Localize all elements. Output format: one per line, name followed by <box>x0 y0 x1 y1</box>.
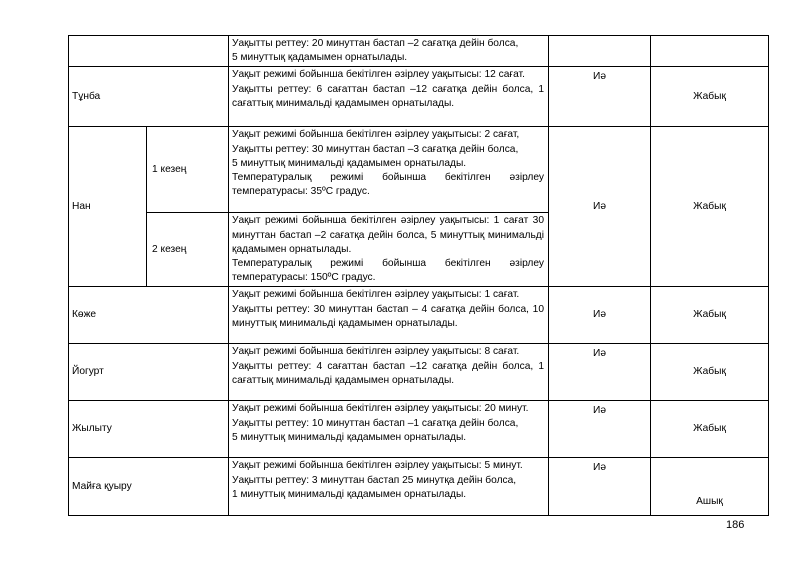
warm-cell: Иә <box>549 127 651 287</box>
lid-cell: Жабық <box>651 127 769 287</box>
table-row <box>69 287 769 344</box>
settings-cell <box>229 458 549 516</box>
table-row <box>69 127 769 213</box>
settings-line: Уақытты реттеу: 30 минуттан бастап – 4 сағатқа дейін болса, 10 минуттық минимальді қадамымен орнатылады. <box>232 303 544 329</box>
lid-cell: Жабық <box>651 401 769 458</box>
settings-line: Температуралық режимі бойынша бекітілген әзірлеу температурасы: 35ºС градус. <box>232 172 544 198</box>
settings-cell <box>229 213 549 287</box>
table-row <box>69 458 769 516</box>
lid-cell: Жабық <box>651 287 769 344</box>
settings-line: Уақыт режимі бойынша бекітілген әзірлеу уақытысы: 2 сағат, <box>232 129 520 141</box>
program-name-cell: Жылыту <box>69 401 229 458</box>
program-name-cell: Нан <box>69 127 147 287</box>
settings-line: 5 минуттық қадамымен орнатылады. <box>232 52 408 64</box>
settings-line: Уақыт режимі бойынша бекітілген әзірлеу уақытысы: 8 сағат. <box>232 346 520 358</box>
settings-line: 5 минуттық минимальді қадамымен орнатылады. <box>232 157 467 169</box>
page-number: 186 <box>726 519 745 531</box>
settings-line: Уақытты реттеу: 30 минуттан бастап –3 сағатқа дейін болса, <box>232 143 519 155</box>
settings-line: 1 минуттық минимальді қадамымен орнатылады. <box>232 488 467 500</box>
settings-cell <box>229 127 549 213</box>
settings-line: 5 минуттық минимальді қадамымен орнатылады. <box>232 431 467 443</box>
settings-line: Уақыт режимі бойынша бекітілген әзірлеу уақытысы: 20 минут. <box>232 403 529 415</box>
table-row <box>69 36 769 67</box>
settings-line: Уақытты реттеу: 4 сағаттан бастап –12 сағатқа дейін болса, 1 сағаттық минимальді қадамымен орнатылады. <box>232 360 544 386</box>
settings-line: Уақыт режимі бойынша бекітілген әзірлеу уақытысы: 12 сағат. <box>232 69 525 81</box>
settings-cell <box>229 401 549 458</box>
program-name-cell: Тұнба <box>69 67 229 127</box>
lid-cell: Ашық <box>651 458 769 516</box>
settings-cell <box>229 67 549 127</box>
program-name-cell: Майға қуыру <box>69 458 229 516</box>
stage-cell: 2 кезең <box>147 213 229 287</box>
warm-cell: Иә <box>549 287 651 344</box>
settings-line: Уақыт режимі бойынша бекітілген әзірлеу уақытысы: 1 сағат 30 минуттан бастап –2 сағатқа дейін болса, 5 минуттық минимальді қадамымен орнатылады. <box>232 215 544 255</box>
programs-table <box>68 35 769 516</box>
lid-cell: Жабық <box>651 67 769 127</box>
settings-line: Температуралық режимі бойынша бекітілген әзірлеу температурасы: 150ºС градус. <box>232 258 544 284</box>
warm-cell: Иә <box>549 67 651 127</box>
lid-cell: Жабық <box>651 344 769 401</box>
lid-cell <box>651 36 769 67</box>
warm-cell: Иә <box>549 458 651 516</box>
warm-cell <box>549 36 651 67</box>
settings-line: Уақытты реттеу: 3 минуттан бастап 25 минутқа дейін болса, <box>232 474 517 486</box>
warm-cell: Иә <box>549 344 651 401</box>
table-row <box>69 67 769 127</box>
warm-cell: Иә <box>549 401 651 458</box>
program-name-cell <box>69 36 229 67</box>
program-name-cell: Йогурт <box>69 344 229 401</box>
settings-cell <box>229 287 549 344</box>
settings-line: Уақыт режимі бойынша бекітілген әзірлеу уақытысы: 5 минут. <box>232 460 523 472</box>
program-name-cell: Көже <box>69 287 229 344</box>
settings-line: Уақытты реттеу: 20 минуттан бастап –2 сағатқа дейін болса, <box>232 38 519 49</box>
settings-line: Уақытты реттеу: 6 сағаттан бастап –12 сағатқа дейін болса, 1 сағаттық минимальді қадамымен орнатылады. <box>232 83 544 109</box>
settings-cell <box>229 344 549 401</box>
stage-cell: 1 кезең <box>147 127 229 213</box>
table-row <box>69 401 769 458</box>
settings-line: Уақыт режимі бойынша бекітілген әзірлеу уақытысы: 1 сағат. <box>232 289 520 301</box>
settings-line: Уақытты реттеу: 10 минуттан бастап –1 сағатқа дейін болса, <box>232 417 519 429</box>
table-row <box>69 344 769 401</box>
settings-cell <box>229 36 549 67</box>
